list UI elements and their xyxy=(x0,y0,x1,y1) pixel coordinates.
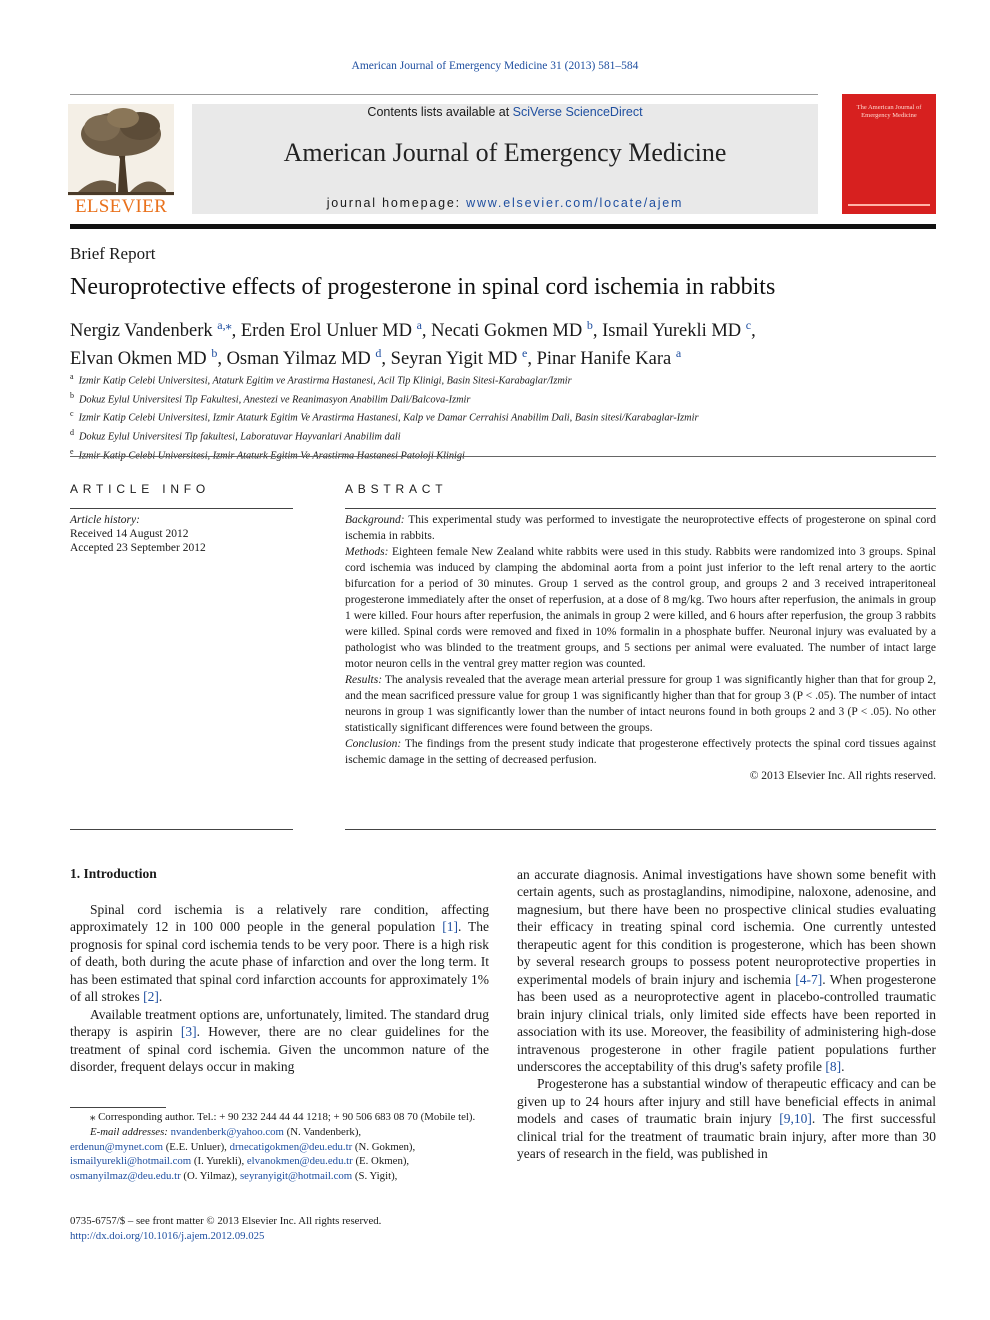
abstract-background xyxy=(345,512,936,544)
body-paragraph xyxy=(517,866,936,1075)
results-label: Results: xyxy=(345,674,383,686)
body-text: Spinal cord ischemia is a relatively rare condition, affecting approximately 12 in 100 000 people in the general population xyxy=(70,902,489,935)
author-affil-mark[interactable]: c xyxy=(745,318,752,332)
author-sep: , xyxy=(381,349,391,370)
journal-citation[interactable] xyxy=(0,60,990,72)
history-label: Article history: xyxy=(70,514,140,526)
author-affil-mark[interactable]: e xyxy=(522,346,528,361)
affil-text: Dokuz Eylul Universitesi Tip Fakultesi, Anestezi ve Reanimasyon Anabilim Dali/Balcova-Izmir xyxy=(79,394,471,406)
citation-ref[interactable]: [9,10] xyxy=(779,1111,812,1127)
affiliation-item xyxy=(70,370,936,389)
body-paragraph xyxy=(70,901,489,1006)
author-name: Necati Gokmen MD xyxy=(431,321,583,342)
affiliation-item xyxy=(70,426,936,445)
author-affil-mark[interactable]: a xyxy=(675,346,682,361)
author-name: Elvan Okmen MD xyxy=(70,349,207,370)
copyright: © 2013 Elsevier Inc. All rights reserved. xyxy=(749,770,936,782)
affiliations xyxy=(70,370,936,463)
contents-line xyxy=(192,105,818,119)
body-text: an accurate diagnosis. Animal investigations have shown some benefit with certain agents, such as prostaglandins, nimodipine, naloxone, adenosine, and magnesium, but there have been no prospective clinical studies evaluating their efficacy in treating spinal cord ischemia. One currently untested therapeutic agent for this condition is progesterone, which has been shown by several research groups to possess potent neuroprotective properties in experimental models of brain injury and ischemia xyxy=(517,867,936,987)
email-line xyxy=(70,1140,489,1155)
email-label: E-mail addresses: xyxy=(90,1125,168,1138)
doi-link[interactable]: http://dx.doi.org/10.1016/j.ajem.2012.09.025 xyxy=(70,1229,265,1242)
body-column-left xyxy=(70,901,489,1076)
author-affil-mark[interactable]: b xyxy=(211,346,218,361)
conclusion-label: Conclusion: xyxy=(345,738,402,750)
abstract-body xyxy=(345,512,936,784)
affil-text: Izmir Katip Celebi Universitesi, Izmir Ataturk Egitim Ve Arastirma Hastanesi, Kalp ve Damar Cerrahisi Anabilim Dali, Basin sitesi/Karabaglar-Izmir xyxy=(78,412,699,424)
methods-text: Eighteen female New Zealand white rabbits were used in this study. Rabbits were randomized into 3 groups. Spinal cord ischemia was induced by clamping the abdominal aorta from a point just inferior to the left renal artery to the aortic bifurcation for a period of 30 minutes. Group 1 served as the control group, and groups 2 and 3 received intraperitoneal progesterone immediately after the onset of reperfusion, at a dose of 8 mg/kg. Two hours after reperfusion, the animals in group 1 were killed. Four hours after reperfusion, the animals in group 2 were killed, and 6 hours after reperfusion, the group 3 rabbits were killed. Spinal cords were removed and fixed in 10% formalin in a phosphate buffer. Neuronal injury was evaluated by a pathologist who was blinded to the treatment groups, and 5 sections per animal were evaluated. The number of intact large motor neuron cells in the ventral grey matter region was counted. xyxy=(345,546,936,670)
affil-key: c xyxy=(70,409,74,419)
citation-ref[interactable]: [8] xyxy=(825,1058,842,1074)
email-owner: (E.E. Unluer), xyxy=(163,1140,230,1153)
body-paragraph xyxy=(517,1075,936,1162)
email-owner: (E. Okmen), xyxy=(352,1155,410,1168)
affil-key: d xyxy=(70,427,74,437)
article-info-bottom-rule xyxy=(70,829,293,830)
author-sep: , xyxy=(231,321,241,342)
author-name: Osman Yilmaz MD xyxy=(226,349,371,370)
abstract-conclusion xyxy=(345,736,936,768)
author-name: Nergiz Vandenberk xyxy=(70,321,213,342)
author-name: Erden Erol Unluer MD xyxy=(240,321,412,342)
abstract-methods xyxy=(345,544,936,672)
affil-key: a xyxy=(70,372,74,381)
author-list xyxy=(70,314,936,370)
email-link[interactable]: elvanokmen@deu.edu.tr xyxy=(246,1155,353,1168)
body-text: . When progesterone has been used as a neuroprotective agent in placebo-controlled traumatic brain injury clinical trials, only limited side effects have been reported in association with its use. Moreover, the feasibility of administering high-dose intravenous progesterone in other fragile patient populations further underscores the acceptability of this drug's safety profile xyxy=(517,971,936,1074)
email-link[interactable]: erdenun@mynet.com xyxy=(70,1140,163,1153)
homepage-link[interactable]: www.elsevier.com/locate/ajem xyxy=(466,196,684,210)
body-paragraph xyxy=(70,1006,489,1076)
email-link[interactable]: ismailyurekli@hotmail.com xyxy=(70,1155,192,1168)
corresponding-author-note: ⁎ Corresponding author. Tel.: + 90 232 244 44 44 1218; + 90 506 683 08 70 (Mobile tel). xyxy=(90,1111,476,1123)
journal-homepage xyxy=(192,196,818,210)
background-label: Background: xyxy=(345,514,405,526)
author-sep: , xyxy=(592,321,603,342)
article-type: Brief Report xyxy=(70,244,156,263)
author-name: Pinar Hanife Kara xyxy=(536,349,672,370)
email-line xyxy=(70,1169,489,1184)
article-info-heading: ARTICLE INFO xyxy=(70,482,211,496)
email-owner: (N. Gokmen), xyxy=(352,1140,416,1153)
conclusion-text: The findings from the present study indicate that progesterone effectively protects the spinal cord tissues against ischemic damage in the setting of decreased perfusion. xyxy=(345,738,936,766)
affiliation-item xyxy=(70,407,936,426)
header-top-rule xyxy=(70,94,818,95)
sciencedirect-link[interactable]: SciVerse ScienceDirect xyxy=(512,105,643,119)
affil-text: Dokuz Eylul Universitesi Tip fakultesi, Laboratuvar Hayvanlari Anabilim dali xyxy=(79,431,401,443)
front-matter-note xyxy=(70,1214,489,1244)
header-thick-rule xyxy=(70,224,936,229)
email-owner: (O. Yilmaz), xyxy=(180,1170,240,1183)
journal-title: American Journal of Emergency Medicine xyxy=(283,138,727,167)
abstract-rule xyxy=(345,508,936,509)
accepted-date: Accepted 23 September 2012 xyxy=(70,542,206,554)
author-affil-mark[interactable]: b xyxy=(586,318,593,332)
abstract-heading: ABSTRACT xyxy=(345,482,448,496)
section-heading-introduction: 1. Introduction xyxy=(70,866,157,881)
footnotes xyxy=(70,1110,489,1184)
affiliation-rule xyxy=(70,456,936,457)
affil-key: e xyxy=(70,446,74,456)
citation-ref[interactable]: [1] xyxy=(442,919,458,935)
citation-ref[interactable]: [3] xyxy=(180,1024,197,1040)
article-info-rule xyxy=(70,508,293,509)
author-name: Seyran Yigit MD xyxy=(390,349,518,370)
footnote-rule xyxy=(70,1107,166,1108)
abstract-bottom-rule xyxy=(345,829,936,830)
abstract-results xyxy=(345,672,936,736)
email-line xyxy=(70,1154,489,1169)
issn-line: 0735-6757/$ – see front matter © 2013 Elsevier Inc. All rights reserved. xyxy=(70,1215,382,1227)
received-date: Received 14 August 2012 xyxy=(70,528,189,540)
author-sep: , xyxy=(421,321,432,342)
body-text: . However, there are no clear guidelines for the treatment of spinal cord ischemia. Given the uncommon nature of the disorder, frequent delays occur in making xyxy=(70,1024,489,1075)
paper-title: Neuroprotective effects of progesterone in spinal cord ischemia in rabbits xyxy=(70,274,776,300)
cover-footer-bar xyxy=(848,204,930,206)
contents-prefix: Contents lists available at xyxy=(367,105,513,119)
citation-ref[interactable]: [2] xyxy=(143,989,159,1005)
email-owner: (S. Yigit), xyxy=(352,1170,398,1183)
author-sep: , xyxy=(527,349,537,370)
body-text: Available treatment options are, unfortunately, limited. The standard drug therapy is aspirin xyxy=(70,1006,489,1040)
results-text: The analysis revealed that the average mean arterial pressure for group 1 was significantly higher than that for group 2, and the mean sacrificed pressure value for group 1 was significantly higher than that for group 3 (P < .05). The number of intact neurons in group 1 was significantly lower than the number of intact neurons found in both groups 2 and 3 (P < .05). No other statistically significant differences were found between the groups. xyxy=(345,674,936,734)
email-link[interactable]: drnecatigokmen@deu.edu.tr xyxy=(229,1140,353,1153)
author-sep: , xyxy=(217,349,227,370)
background-text: This experimental study was performed to investigate the neuroprotective effects of progesterone on spinal cord ischemia in rabbits. xyxy=(345,514,936,542)
body-column-right xyxy=(517,866,936,1163)
elsevier-wordmark: ELSEVIER xyxy=(74,196,168,217)
affil-key: b xyxy=(70,390,74,400)
email-owner: (N. Vandenberk), xyxy=(283,1125,362,1138)
author-affil-mark[interactable]: d xyxy=(375,346,382,361)
author-sep: , xyxy=(751,321,756,342)
email-link[interactable]: osmanyilmaz@deu.edu.tr xyxy=(70,1170,181,1183)
body-text: . The first successful clinical trial for the treatment of traumatic brain injury, after more than 30 years of research in the field, was published in xyxy=(517,1111,936,1162)
cover-title: The American Journal of Emergency Medicine xyxy=(856,104,922,119)
email-owner: (I. Yurekli), xyxy=(191,1155,247,1168)
body-text: . xyxy=(158,989,163,1005)
citation-link[interactable]: American Journal of Emergency Medicine 31 (2013) 581–584 xyxy=(351,60,639,72)
body-text: . xyxy=(841,1058,845,1074)
author-name: Ismail Yurekli MD xyxy=(602,321,742,342)
affil-text: Izmir Katip Celebi Universitesi, Ataturk Egitim ve Arastirma Hastanesi, Acil Tip Klinigi, Basin Sitesi-Karabaglar/Izmir xyxy=(78,375,572,387)
affiliation-item xyxy=(70,389,936,408)
article-history xyxy=(70,513,206,555)
citation-ref[interactable]: [4-7] xyxy=(795,971,823,987)
body-text: Progesterone has a substantial window of therapeutic efficacy and can be given up to 24 hours after injury and still have beneficial effects in animal models and cases of traumatic brain injury xyxy=(517,1076,936,1127)
homepage-prefix: journal homepage: xyxy=(326,196,467,210)
methods-label: Methods: xyxy=(345,546,389,558)
author-affil-mark[interactable]: a xyxy=(416,318,422,332)
body-text: . The prognosis for spinal cord ischemia tends to be very poor. There is a high risk of death, both during the acute phase of infarction and over the long term. It has been estimated that spinal cord infarction accounts for approximately 1% of all strokes xyxy=(70,919,490,1005)
affiliation-item xyxy=(70,445,936,464)
email-link[interactable]: nvandenberk@yahoo.com xyxy=(170,1125,284,1138)
email-addresses xyxy=(70,1125,489,1140)
author-affil-mark[interactable]: a,⁎ xyxy=(217,318,232,332)
email-link[interactable]: seyranyigit@hotmail.com xyxy=(239,1170,353,1183)
